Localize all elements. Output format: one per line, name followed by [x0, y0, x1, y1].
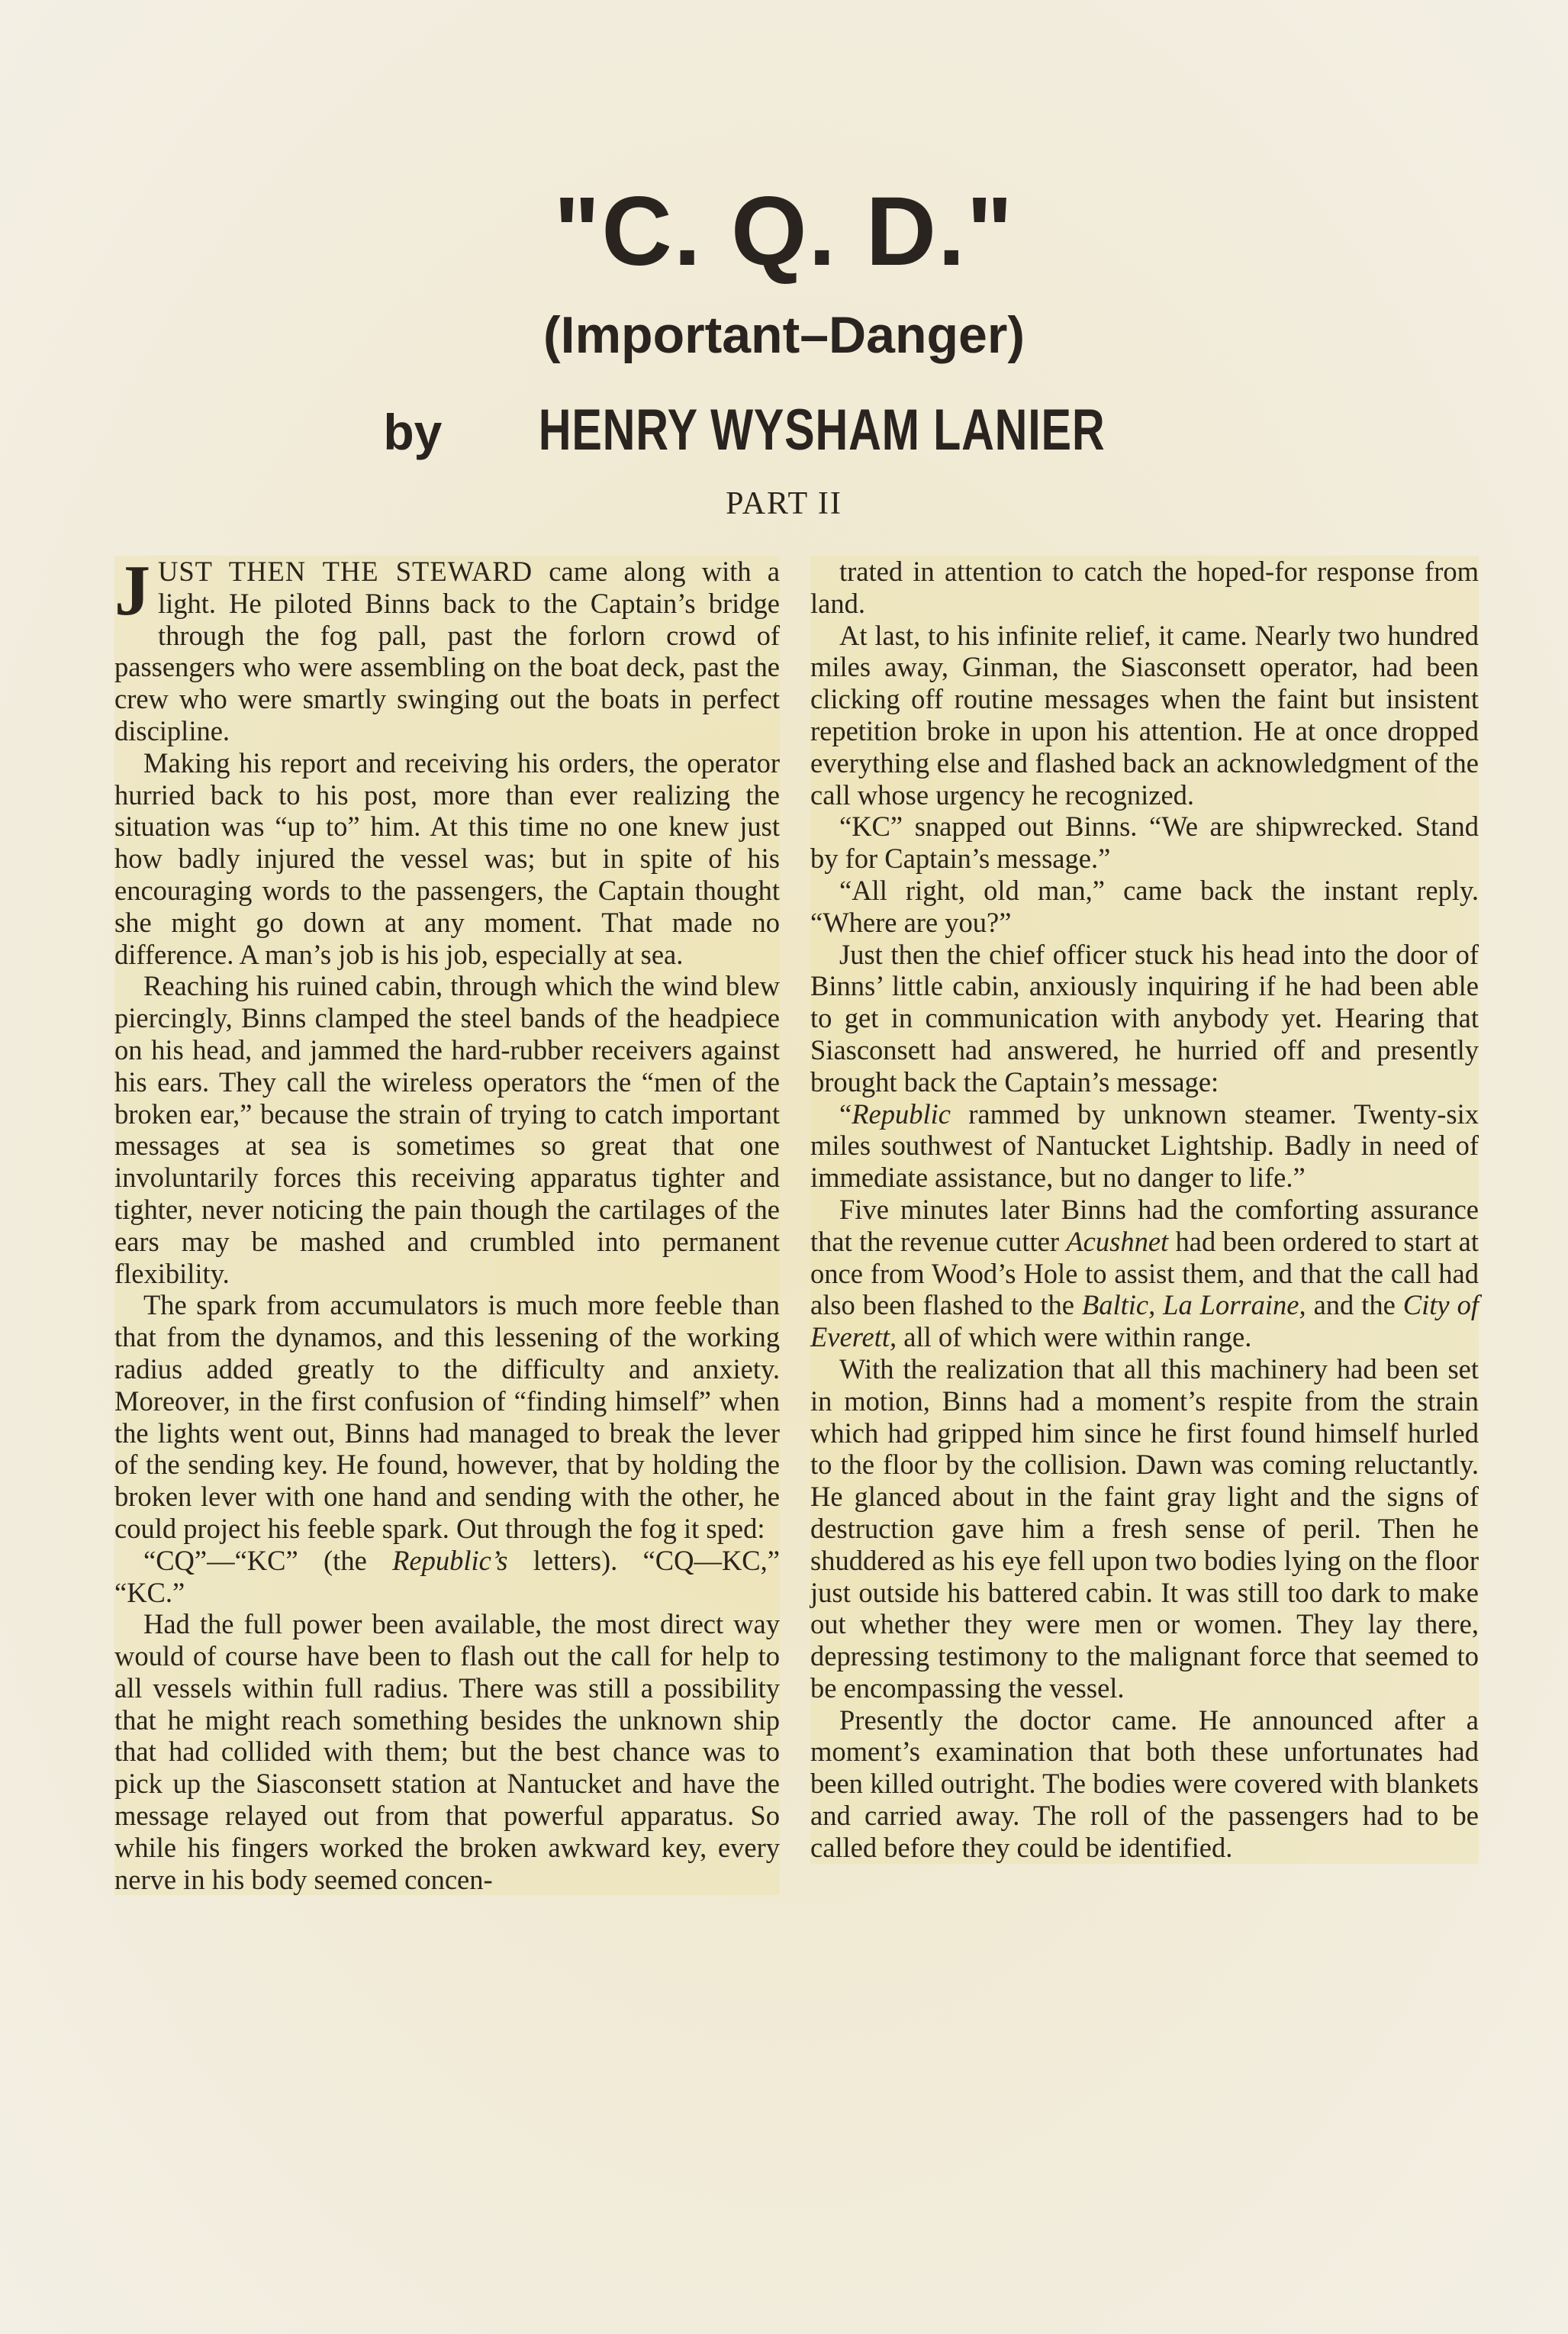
paragraph [114, 1545, 780, 1609]
paragraph [114, 970, 780, 1289]
text-run: Just then the chief officer stuck his head into the door of Binns’ little cabin, anxiously inquiring if he had been able to get in communication with anybody yet. Hearing that Siasconsett had answered, he hurried off and presently brought back the Captain’s message: [810, 938, 1479, 1098]
text-run: trated in attention to catch the hoped-for response from land. [810, 556, 1479, 619]
paragraph [810, 1194, 1479, 1353]
drop-cap: J [114, 551, 150, 630]
author-name: HENRY WYSHAM LANIER [538, 398, 1105, 463]
text-run: “ [839, 1098, 852, 1130]
text-run: The spark from accumulators is much more feeble than that from the dynamos, and this lessening of the working radius added greatly to the difficulty and anxiety. Moreover, in the first confusion of “finding himself” when the lights went out, Binns had managed to break the lever of the sending key. He found, however, that by holding the broken lever with one hand and sending with the other, he could project his feeble spark. Out through the fog it sped: [114, 1289, 780, 1544]
text-run: all of which were within range. [897, 1321, 1252, 1353]
paragraph [810, 875, 1479, 939]
italic-text: Baltic, La Lorraine, [1081, 1289, 1306, 1321]
paragraph [810, 1098, 1479, 1194]
paragraph [810, 1353, 1479, 1704]
article-subtitle: (Important–Danger) [543, 306, 1025, 364]
paragraph [810, 556, 1479, 620]
text-run: Five minutes later Binns had the comforting assurance that the revenue cutter [810, 1193, 1479, 1257]
right-column [810, 556, 1479, 1864]
italic-text: Acushnet [1066, 1225, 1169, 1257]
article-title: "C. Q. D." [553, 177, 1015, 286]
text-run: Had the full power been available, the most direct way would of course have been to flash out the call for help to all vessels within full radius. There was still a possibility that he might reach something besides the unknown ship that had collided with them; but the best chance was to pick up the Siasconsett station at Nantucket and have the message relayed out from that powerful apparatus. So while his fingers worked the broken awkward key, every nerve in his body seemed concen- [114, 1608, 780, 1895]
text-run: Reaching his ruined cabin, through which the wind blew piercingly, Binns clamped the steel bands of the headpiece on his head, and jammed the hard-rubber receivers against his ears. They call the wireless operators the “men of the broken ear,” because the strain of trying to catch important messages at sea is sometimes so great that one involuntarily forces this receiving apparatus tighter and tighter, never noticing the pain though the cartilages of the ears may be mashed and crumbled into permanent flexibility. [114, 970, 780, 1289]
part-label: PART II [726, 486, 842, 521]
text-run: came along with a light. He piloted Binns back to the Captain’s bridge through the fog pall, past the forlorn crowd of passengers who were assembling on the boat deck, past the crew who were smartly swinging out the boats in perfect discipline. [114, 556, 780, 746]
text-run: With the realization that all this machinery had been set in motion, Binns had a moment’s respite from the strain which had gripped him since he first found himself hurled to the floor by the collision. Dawn was coming reluctantly. He glanced about in the faint gray light and the signs of destruction gave him a fresh sense of peril. Then he shuddered as his eye fell upon two bodies lying on the floor just outside his battered cabin. It was still too dark to make out whether they were men or women. They lay there, depressing testimony to the malignant force that seemed to be encompassing the vessel. [810, 1352, 1479, 1704]
italic-text: City of Everett, [810, 1289, 1479, 1353]
text-run: At last, to his infinite relief, it came. Nearly two hundred miles away, Ginman, the Siasconsett operator, had been clicking off routine messages when the faint but insistent repetition broke in upon his attention. He at once dropped everything else and flashed back an acknowledgment of the call whose urgency he recognized. [810, 619, 1479, 811]
lead-caps: UST THEN THE STEWARD [158, 556, 533, 587]
byline [0, 397, 1568, 463]
text-run: had been ordered to start at once from Wood’s Hole to assist them, and that the call had also been flashed to the [810, 1225, 1479, 1321]
paragraph [810, 620, 1479, 811]
byline-prefix: by [383, 404, 443, 460]
paragraph [810, 811, 1479, 875]
paragraph [810, 939, 1479, 1098]
italic-text: Republic [852, 1098, 951, 1130]
paragraph [114, 1608, 780, 1895]
paragraph [810, 1704, 1479, 1864]
text-run: rammed by unknown steamer. Twenty-six miles southwest of Nantucket Lightship. Badly in need of immediate assistance, but no danger to life.” [810, 1098, 1479, 1194]
text-run: Presently the doctor came. He announced after a moment’s examination that both these unfortunates had been killed outright. The bodies were covered with blankets and carried away. The roll of the passengers had to be called before they could be identified. [810, 1704, 1479, 1863]
text-run: “KC” snapped out Binns. “We are shipwrecked. Stand by for Captain’s message.” [810, 811, 1479, 875]
text-run: Making his report and receiving his orders, the operator hurried back to his post, more than ever realizing the situation was “up to” him. At this time no one knew just how badly injured the vessel was; but in spite of his encouraging words to the passengers, the Captain thought she might go down at any moment. That made no difference. A man’s job is his job, especially at sea. [114, 746, 780, 970]
text-run: “All right, old man,” came back the instant reply. “Where are you?” [810, 874, 1479, 938]
text-run: and the [1306, 1289, 1403, 1321]
paragraph [114, 1289, 780, 1544]
italic-text: Republic’s [392, 1544, 508, 1576]
paragraph [114, 747, 780, 971]
left-column [114, 551, 780, 1895]
paragraph [114, 551, 780, 747]
text-run: letters). “CQ—KC,” “KC.” [114, 1544, 780, 1608]
text-run: “CQ”—“KC” (the [143, 1544, 393, 1576]
